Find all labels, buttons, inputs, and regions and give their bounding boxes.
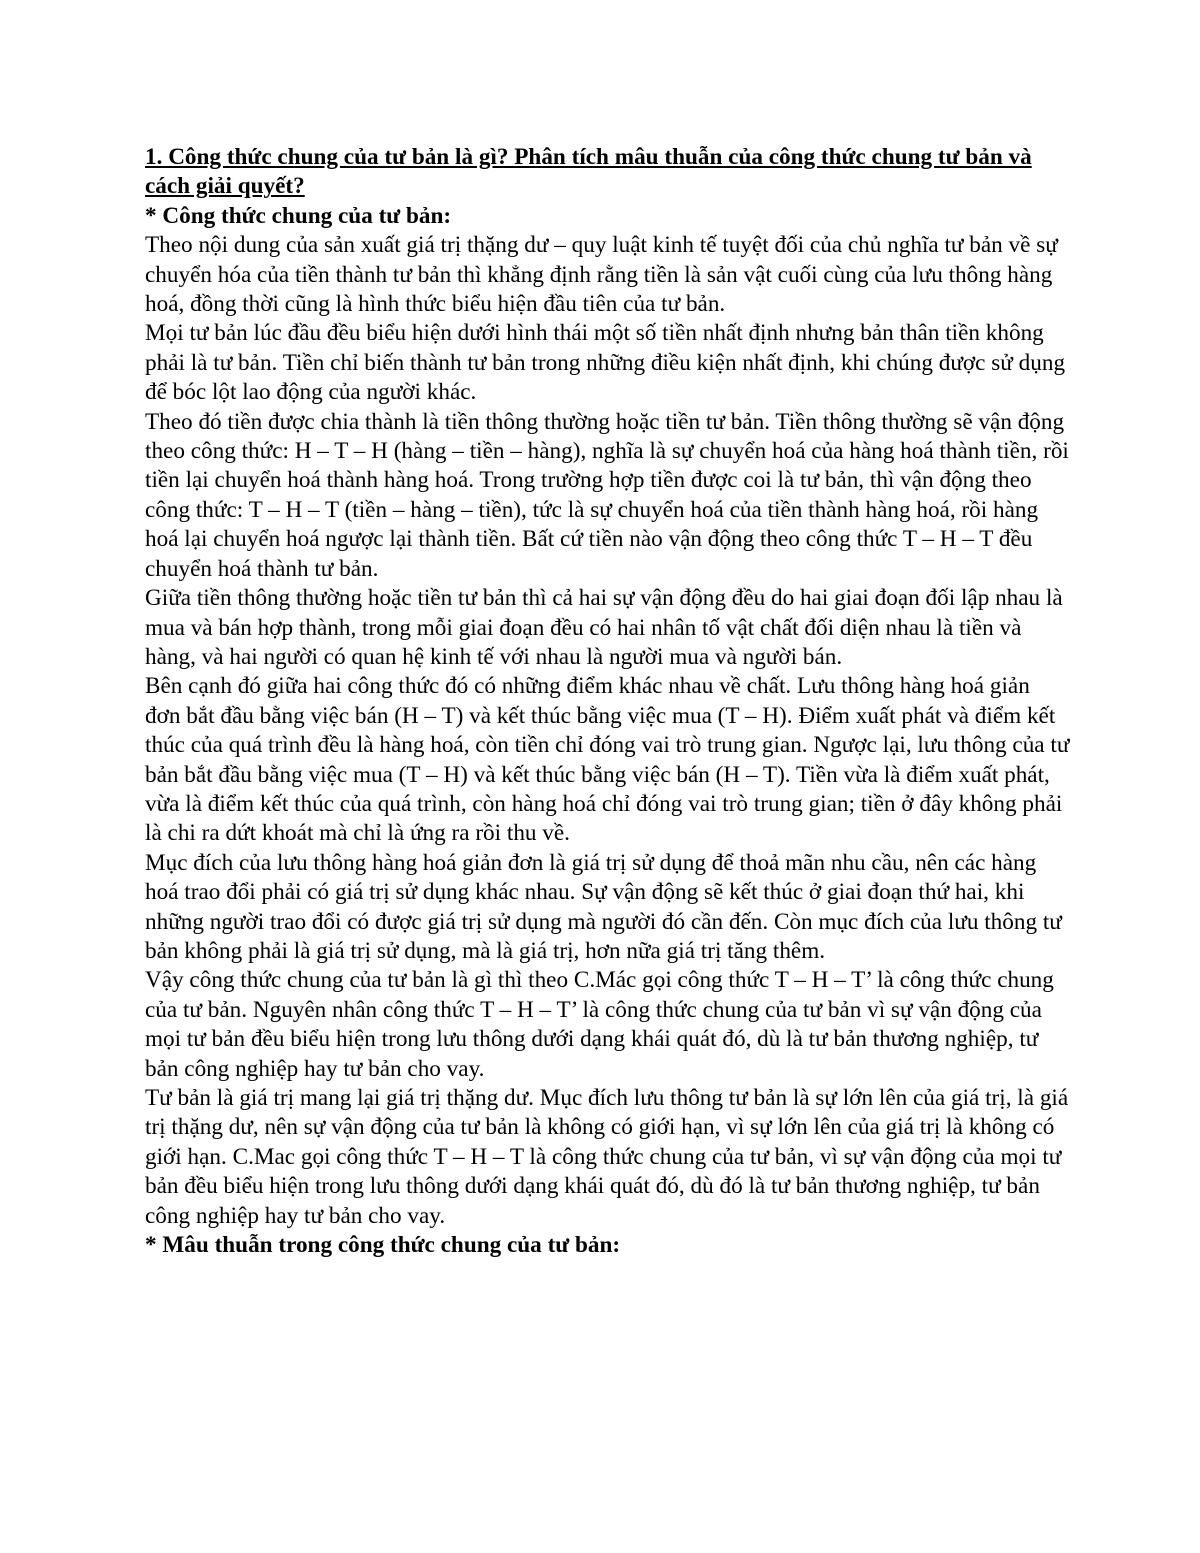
paragraph-4: Giữa tiền thông thường hoặc tiền tư bản thì cả hai sự vận động đều do hai giai đoạn đối lập nhau là mua và bán hợp thành, trong mỗi giai đoạn đều có hai nhân tố vật chất đối diện nhau là tiền và hàng, và hai người có quan hệ kinh tế với nhau là người mua và người bán. [145,585,1063,670]
paragraph-3: Theo đó tiền được chia thành là tiền thông thường hoặc tiền tư bản. Tiền thông thường sẽ vận động theo công thức: H – T – H (hàng – tiền – hàng), nghĩa là sự chuyển hoá của hàng hoá thành tiền, rồi tiền lại chuyển hoá thành hàng hoá. Trong trường hợp tiền được coi là tư bản, thì vận động theo công thức: T – H – T (tiền – hàng – tiền), tức là sự chuyển hoá của tiền thành hàng hoá, rồi hàng hoá lại chuyển hoá ngược lại thành tiền. Bất cứ tiền nào vận động theo công thức T – H – T đều chuyển hoá thành tư bản. [145,408,1069,582]
document-page [145,143,1070,1260]
paragraph-6: Mục đích của lưu thông hàng hoá giản đơn là giá trị sử dụng để thoả mãn nhu cầu, nên các hàng hoá trao đổi phải có giá trị sử dụng khác nhau. Sự vận động sẽ kết thúc ở giai đoạn thứ hai, khi những người trao đổi có được giá trị sử dụng mà người đó cần đến. Còn mục đích của lưu thông tư bản không phải là giá trị sử dụng, mà là giá trị, hơn nữa giá trị tăng thêm. [145,849,1062,964]
section-heading-contradiction: * Mâu thuẫn trong công thức chung của tư bản: [145,1232,621,1259]
paragraph-2: Mọi tư bản lúc đầu đều biểu hiện dưới hình thái một số tiền nhất định nhưng bản thân tiền không phải là tư bản. Tiền chỉ biến thành tư bản trong những điều kiện nhất định, khi chúng được sử dụng để bóc lột lao động của người khác. [145,320,1066,406]
section-heading-general-formula: * Công thức chung của tư bản: [145,202,452,229]
paragraph-7: Vậy công thức chung của tư bản là gì thì theo C.Mác gọi công thức T – H – T’ là công thức chung của tư bản. Nguyên nhân công thức T – H – T’ là công thức chung của tư bản vì sự vận động của mọi tư bản đều biểu hiện trong lưu thông dưới dạng khái quát đó, dù là tư bản thương nghiệp, tư bản công nghiệp hay tư bản cho vay. [145,967,1054,1082]
document-title: 1. Công thức chung của tư bản là gì? Phân tích mâu thuẫn của công thức chung tư bản và cách giải quyết? [145,144,1032,200]
paragraph-5: Bên cạnh đó giữa hai công thức đó có những điểm khác nhau về chất. Lưu thông hàng hoá giản đơn bắt đầu bằng việc bán (H – T) và kết thúc bằng việc mua (T – H). Điểm xuất phát và điểm kết thúc của quá trình đều là hàng hoá, còn tiền chỉ đóng vai trò trung gian. Ngược lại, lưu thông của tư bản bắt đầu bằng việc mua (T – H) và kết thúc bằng việc bán (H – T). Tiền vừa là điểm xuất phát, vừa là điểm kết thúc của quá trình, còn hàng hoá chỉ đóng vai trò trung gian; tiền ở đây không phải là chi ra dứt khoát mà chỉ là ứng ra rồi thu về. [145,673,1070,847]
paragraph-8: Tư bản là giá trị mang lại giá trị thặng dư. Mục đích lưu thông tư bản là sự lớn lên của giá trị, là giá trị thặng dư, nên sự vận động của tư bản là không có giới hạn, vì sự lớn lên của giá trị là không có giới hạn. C.Mac gọi công thức T – H – T là công thức chung của tư bản, vì sự vận động của mọi tư bản đều biểu hiện trong lưu thông dưới dạng khái quát đó, dù đó là tư bản thương nghiệp, tư bản công nghiệp hay tư bản cho vay. [145,1085,1069,1229]
paragraph-1: Theo nội dung của sản xuất giá trị thặng dư – quy luật kinh tế tuyệt đối của chủ nghĩa tư bản về sự chuyển hóa của tiền thành tư bản thì khẳng định rằng tiền là sản vật cuối cùng của lưu thông hàng hoá, đồng thời cũng là hình thức biểu hiện đầu tiên của tư bản. [145,232,1058,318]
